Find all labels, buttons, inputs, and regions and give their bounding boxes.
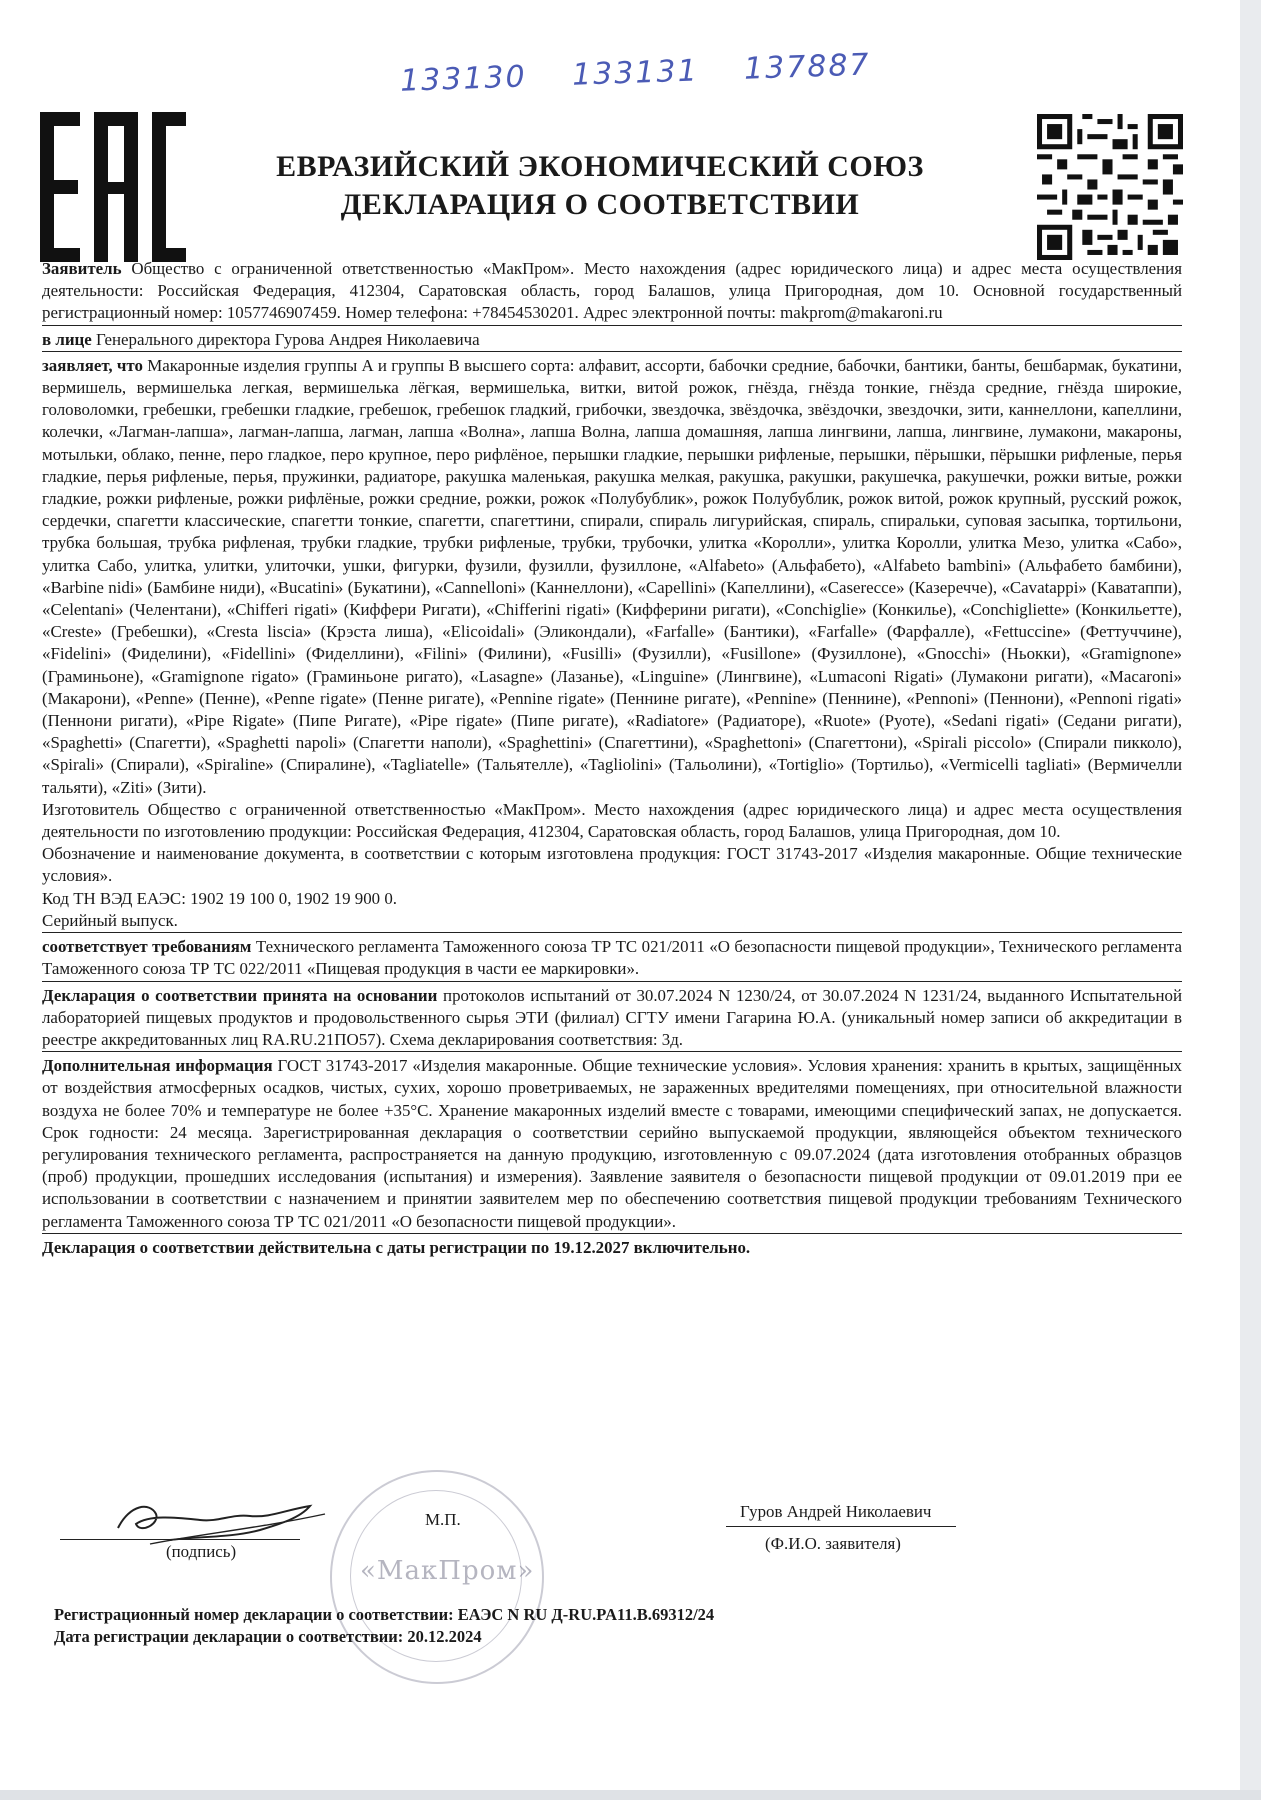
additional-info-text: ГОСТ 31743-2017 «Изделия макаронные. Общие технические условия». Условия хранения: хранить в крытых, защищённых от воздействия атмосферных осадков, чистых, сухих, хорошо проветриваемых, не зараженных вредителями помещениях, при относительной влажности воздуха не более 70% и температуре не более +35°C. Хранение макаронных изделий вместе с товарами, имеющими специфический запах, не допускается. Срок годности: 24 месяца. Зарегистрированная декларация о соответствии серийно выпускаемой продукции, являющейся объектом технического регулирования технического регламента, распространяется на данную продукцию, изготовленную с 09.07.2024 (дата изготовления отобранных образцов (проб) продукции, прошедших исследования (испытания) и измерения). Заявление заявителя о безопасности пищевой продукции от 09.01.2019 при ее использовании в соответствии с назначением и принятии заявителем мер по обеспечению соответствия пищевой продукции требованиям Технического регламента Таможенного союза ТР ТС 021/2011 «О безопасности пищевой продукции». <box>42 1056 1182 1231</box>
conforms-text: Технического регламента Таможенного союза ТР ТС 021/2011 «О безопасности пищевой продукции», Технического регламента Таможенного союза ТР ТС 022/2011 «Пищевая продукция в части ее маркировки». <box>42 937 1182 979</box>
additional-info-section <box>42 1055 1182 1234</box>
eac-logo <box>40 112 186 262</box>
conforms-section <box>42 936 1182 981</box>
applicant-section <box>42 258 1182 326</box>
manufacturer-section: Изготовитель Общество с ограниченной ответственностью «МакПром». Место нахождения (адрес юридического лица) и адрес места осуществления деятельности по изготовлению продукции: Российская Федерация, 412304, Саратовская область, город Балашов, улица Пригородная, дом 10. <box>42 799 1182 842</box>
seal-place-label: М.П. <box>425 1510 461 1529</box>
applicant-text: Общество с ограниченной ответственностью «МакПром». Место нахождения (адрес юридического лица) и адрес места осуществления деятельности: Российская Федерация, 412304, Саратовская область, город Балашов, улица Пригородная, дом 10. Основной государственный регистрационный номер: 1057746907459. Номер телефона: +78454530201. Адрес электронной почты: makprom@makaroni.ru <box>42 259 1182 323</box>
qr-code-icon <box>1037 114 1183 260</box>
conforms-label: соответствует требованиям <box>42 937 252 957</box>
signature-caption: (подпись) <box>166 1542 237 1561</box>
declares-section <box>42 355 1182 799</box>
represented-section <box>42 329 1182 352</box>
represented-label: в лице <box>42 329 92 349</box>
document-title: ДЕКЛАРАЦИЯ О СООТВЕТСТВИИ <box>340 188 860 221</box>
handwritten-number: 137887 <box>743 47 872 87</box>
basis-label: Декларация о соответствии принята на основании <box>42 985 438 1005</box>
basis-section <box>42 985 1182 1053</box>
standard-document: Обозначение и наименование документа, в соответствии с которым изготовлена продукция: ГОСТ 31743-2017 «Изделия макаронные. Общие технические условия». <box>42 844 1182 886</box>
name-caption: (Ф.И.О. заявителя) <box>765 1534 901 1553</box>
declares-label: заявляет, что <box>42 355 143 375</box>
signatory-name: Гуров Андрей Николаевич <box>740 1502 932 1521</box>
company-stamp <box>330 1470 544 1684</box>
signature-line <box>60 1539 300 1540</box>
hs-code: Код ТН ВЭД ЕАЭС: 1902 19 100 0, 1902 19 900 0. <box>42 888 398 908</box>
stamp-text: «МакПром» <box>360 1556 535 1586</box>
represented-text: Генерального директора Гурова Андрея Николаевича <box>91 329 480 349</box>
handwritten-number: 133130 <box>399 59 528 99</box>
name-line <box>726 1526 956 1527</box>
serial-release: Серийный выпуск. <box>42 910 1182 933</box>
registration-number: Регистрационный номер декларации о соответствии: ЕАЭС N RU Д-RU.PA11.B.69312/24 <box>54 1605 715 1624</box>
registration-date: Дата регистрации декларации о соответствии: 20.12.2024 <box>54 1627 482 1646</box>
product-list: Макаронные изделия группы А и группы В высшего сорта: алфавит, ассорти, бабочки средние, бабочки, бантики, банты, бешбармак, букатини, вермишель, вермишелька легкая, вермишелька лёгкая, вермишелька, витки, витой рожок, гнёзда, гнёзда тонкие, гнёзда средние, гнёзда широкие, головоломки, гребешки, гребешки гладкие, гребешок, гребешок гладкий, грибочки, звездочка, звёздочка, звёздочки, звездочки, зити, каннеллони, капеллини, колечки, «Лагман-лапша», лагман-лапша, лагман, лапша «Волна», лапша Волна, лапша домашняя, лапша лингвини, лапша, лингвине, лумакони, макароны, мотыльки, облако, пенне, перо гладкое, перо крупное, перо рифлёное, перышки гладкие, перышки рифленые, перышки, пёрышки, пёрышки рифленые, перья гладкие, перья рифленые, перья, пружинки, радиаторе, ракушка маленькая, ракушка мелкая, ракушка, ракушки, ракушечка, ракушечки, рожки витые, рожки гладкие, рожки рифленые, рожки рифлёные, рожки средние, рожки, рожок «Полубублик», рожок Полубублик, рожок витой, рожок крупный, русский рожок, сердечки, спагетти классические, спагетти тонкие, спагетти, спагеттини, спирали, спираль лигурийская, спираль, спиральки, суповая засыпка, тортильони, трубка большая, трубка рифленая, трубки гладкие, трубки рифленые, трубки, трубочки, улитка «Королли», улитка Королли, улитка Мезо, улитка «Сабо», улитка Сабо, улитка, улитки, улиточки, ушки, фигурки, фузили, фузилли, фузиллоне, «Alfabeto» (Альфабето), «Alfabeto bambini» (Альфабето бамбини), «Barbine nidi» (Бамбине ниди), «Bucatini» (Букатини), «Cannelloni» (Каннеллони), «Capellini» (Капеллини), «Caserecce» (Казеречче), «Cavatappi» (Каватаппи), «Celentani» (Челентани), «Chifferi rigati» (Киффери Ригати), «Chifferini rigati» (Кифферини ригати), «Conchiglie» (Конкилье), «Conchigliette» (Конкильетте), «Creste» (Гребешки), «Cresta liscia» (Крэста лиша), «Elicoidali» (Эликондали), «Farfalle» (Бантики), «Farfalle» (Фарфалле), «Fettuccine» (Феттуччине), «Fidelini» (Фиделини), «Fidellini» (Фиделлини), «Filini» (Филини), «Fusilli» (Фузилли), «Fusillone» (Фузиллоне), «Gnocchi» (Ньокки), «Gramignone» (Граминьоне), «Gramignone rigato» (Граминьоне ригато), «Lasagne» (Лазанье), «Linguine» (Лингвине), «Lumaconi Rigati» (Лумакони ригати), «Macaroni» (Макарони), «Penne» (Пенне), «Penne rigate» (Пенне ригате), «Pennine rigate» (Пеннине ригате), «Pennine» (Пеннине), «Pennoni» (Пеннони), «Pennoni rigati» (Пеннони ригати), «Pipe Rigate» (Пипе Ригате), «Pipe rigate» (Пипе ригате), «Radiatore» (Радиаторе), «Ruote» (Руоте), «Sedani rigati» (Седани ригати), «Spaghetti» (Спагетти), «Spaghetti napoli» (Спагетти наполи), «Spaghettini» (Спагеттини), «Spaghettoni» (Спагеттони), «Spirali piccolo» (Спирали пикколо), «Spirali» (Спирали), «Spiraline» (Спиралине), «Tagliatelle» (Тальятелле), «Tagliolini» (Тальолини), «Tortiglio» (Тортильо), «Vermicelli tagliati» (Вермичелли тальяти), «Ziti» (Зити). <box>42 355 1182 797</box>
union-title: ЕВРАЗИЙСКИЙ ЭКОНОМИЧЕСКИЙ СОЮЗ <box>276 150 924 183</box>
scan-edge <box>0 1790 1261 1800</box>
handwritten-number: 133131 <box>571 53 700 93</box>
additional-info-label: Дополнительная информация <box>42 1056 273 1076</box>
declaration-body <box>42 258 1182 1259</box>
registration-block <box>54 1604 714 1648</box>
applicant-label: Заявитель <box>42 259 122 278</box>
document-header <box>190 148 1010 224</box>
basis-text: протоколов испытаний от 30.07.2024 N 1230/24, от 30.07.2024 N 1231/24, выданного Испытательной лабораторией пищевых продуктов и продовольственного сырья ЭТИ (филиал) СГТУ имени Гагарина Ю.А. (уникальный номер записи об аккредитации в реестре аккредитованных лиц RA.RU.21ПО57). Схема декларирования соответствия: 3д. <box>42 985 1182 1049</box>
validity-statement: Декларация о соответствии действительна с даты регистрации по 19.12.2027 включительно. <box>42 1237 751 1257</box>
